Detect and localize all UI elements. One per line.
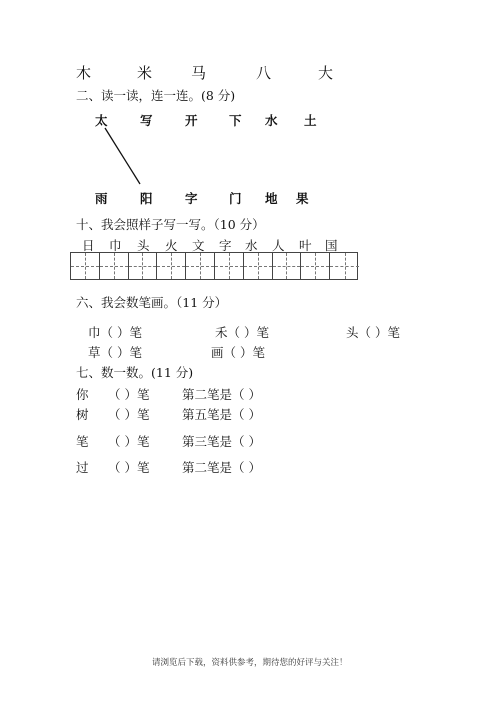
count-char-3: 笔	[76, 434, 89, 449]
section7-title: 七、数一数。(11 分)	[76, 365, 194, 380]
section2-title: 二、读一读，连一连。(8 分)	[76, 88, 236, 103]
count-char-4: 过	[76, 460, 89, 475]
stroke-item-3: 头（ ）笔	[346, 325, 400, 340]
sample-char-1: 日	[82, 238, 95, 253]
match-bottom-3: 字	[185, 191, 198, 206]
match-bottom-1: 雨	[95, 191, 108, 206]
match-top-1: 太	[95, 113, 108, 128]
count-question-2: 第五笔是（ ）	[182, 407, 261, 422]
footer-note: 请浏览后下载，资料供参考，期待您的好评与关注！	[152, 658, 348, 668]
row1-char-5: 大	[318, 64, 334, 82]
match-bottom-4: 门	[229, 191, 242, 206]
sample-char-10: 国	[325, 238, 338, 253]
match-bottom-5: 地	[265, 191, 278, 206]
row1-char-4: 八	[256, 64, 272, 82]
grid-cell[interactable]	[100, 253, 129, 279]
row1-char-1: 木	[76, 64, 92, 82]
row1-char-2: 米	[137, 64, 153, 82]
stroke-item-5: 画（ ）笔	[211, 345, 265, 360]
grid-cell[interactable]	[71, 253, 100, 279]
stroke-item-2: 禾（ ）笔	[215, 325, 269, 340]
match-bottom-6: 果	[296, 191, 309, 206]
grid-cell[interactable]	[244, 253, 273, 279]
sample-char-5: 文	[192, 238, 205, 253]
sample-char-7: 水	[245, 238, 258, 253]
grid-cell[interactable]	[273, 253, 302, 279]
count-question-3: 第三笔是（ ）	[182, 434, 261, 449]
count-strokes-2: （ ）笔	[108, 407, 150, 422]
row1-char-3: 马	[191, 64, 207, 82]
writing-grid	[70, 252, 358, 280]
count-strokes-4: （ ）笔	[108, 460, 150, 475]
grid-cell[interactable]	[330, 253, 359, 279]
sample-char-9: 叶	[299, 238, 312, 253]
match-top-3: 开	[185, 113, 198, 128]
sample-char-4: 火	[165, 238, 178, 253]
match-top-4: 下	[229, 113, 242, 128]
match-top-2: 写	[140, 113, 153, 128]
grid-cell[interactable]	[301, 253, 330, 279]
match-bottom-2: 阳	[140, 191, 153, 206]
match-top-5: 水	[265, 113, 278, 128]
count-question-4: 第二笔是（ ）	[182, 460, 261, 475]
grid-cell[interactable]	[157, 253, 186, 279]
count-strokes-1: （ ）笔	[108, 387, 150, 402]
stroke-item-4: 草（ ）笔	[88, 345, 142, 360]
sample-char-2: 巾	[109, 238, 122, 253]
sample-char-6: 字	[219, 238, 232, 253]
match-top-6: 土	[304, 113, 317, 128]
count-char-1: 你	[76, 387, 89, 402]
count-strokes-3: （ ）笔	[108, 434, 150, 449]
count-question-1: 第二笔是（ ）	[182, 387, 261, 402]
grid-cell[interactable]	[129, 253, 158, 279]
sample-char-8: 人	[272, 238, 285, 253]
grid-cell[interactable]	[186, 253, 215, 279]
stroke-item-1: 巾（ ）笔	[88, 325, 142, 340]
count-char-2: 树	[76, 407, 89, 422]
section6-title: 六、我会数笔画。（11 分）	[76, 295, 228, 310]
sample-char-3: 头	[137, 238, 150, 253]
grid-cell[interactable]	[215, 253, 244, 279]
section10-title: 十、我会照样子写一写。（10 分）	[76, 217, 265, 232]
